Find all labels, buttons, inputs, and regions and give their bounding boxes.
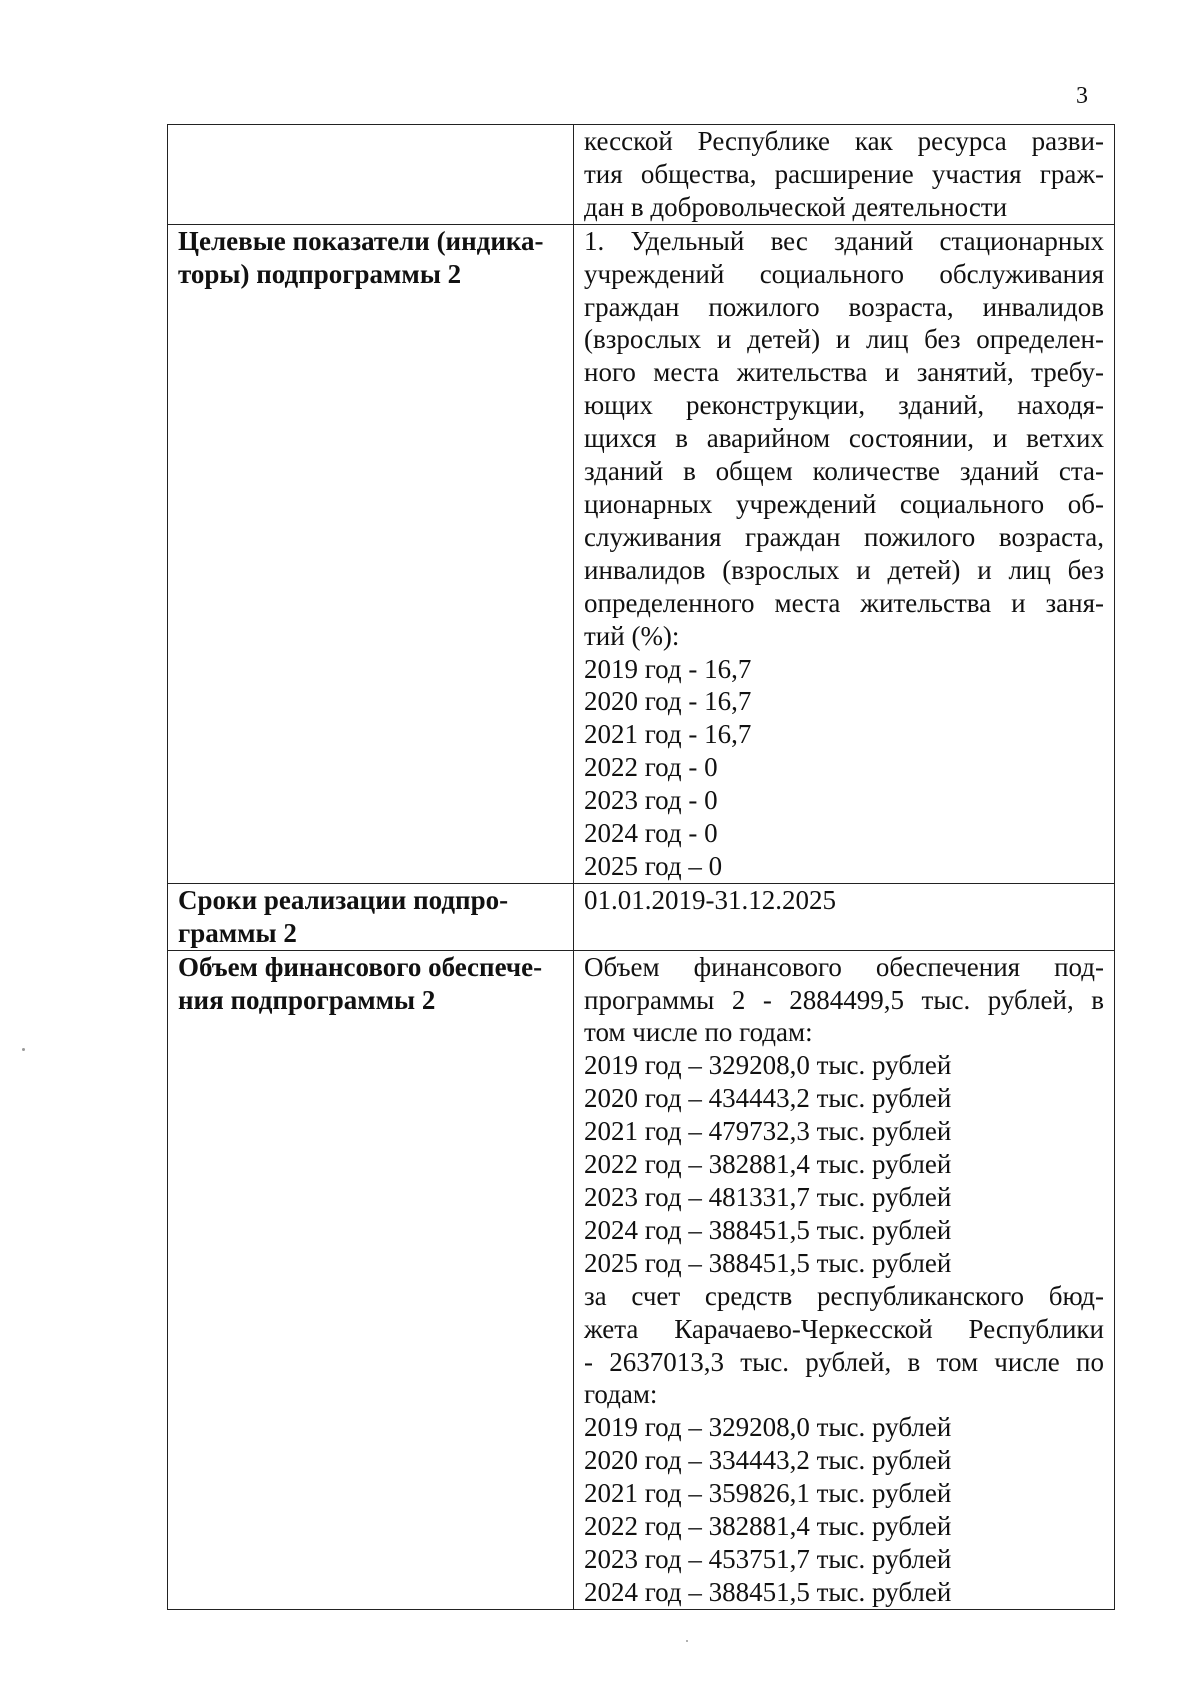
parameter-value-line: определенного места жительства и заня- bbox=[584, 587, 1104, 618]
parameter-value-line: 2022 год - 0 bbox=[584, 752, 718, 783]
passport-table bbox=[167, 124, 1115, 1610]
parameter-value-line: 2020 год – 334443,2 тыс. рублей bbox=[584, 1445, 952, 1476]
parameter-value-line: тий (%): bbox=[584, 620, 680, 651]
scan-speck bbox=[22, 1048, 25, 1051]
parameter-value-line: инвалидов (взрослых и детей) и лиц без bbox=[584, 554, 1104, 585]
parameter-value-line: учреждений социального обслуживания bbox=[584, 258, 1104, 289]
parameter-value-line: 2020 год – 434443,2 тыс. рублей bbox=[584, 1083, 952, 1114]
parameter-value-line: 2024 год - 0 bbox=[584, 818, 718, 849]
parameter-value-cell bbox=[574, 883, 1115, 950]
parameter-name-line: Целевые показатели (индика- bbox=[178, 225, 544, 256]
parameter-value-line: дан в добровольческой деятельности bbox=[584, 191, 1008, 222]
parameter-value-line: 2024 год – 388451,5 тыс. рублей bbox=[584, 1576, 952, 1607]
parameter-value-line: 2020 год - 16,7 bbox=[584, 686, 752, 717]
parameter-value-line: кесской Республике как ресурса разви- bbox=[584, 126, 1104, 156]
parameter-value-line: годам: bbox=[584, 1379, 658, 1410]
parameter-value-line: ционарных учреждений социального об- bbox=[584, 488, 1104, 519]
parameter-value-line: 2023 год - 0 bbox=[584, 785, 718, 816]
parameter-value-line: зданий в общем количестве зданий ста- bbox=[584, 456, 1104, 487]
table-row bbox=[168, 950, 1115, 1609]
parameter-name-line: Сроки реализации подпро- bbox=[178, 884, 509, 915]
parameter-value-line: жета Карачаево-Черкесской Республики bbox=[584, 1313, 1104, 1344]
parameter-value-line: служивания граждан пожилого возраста, bbox=[584, 521, 1104, 552]
parameter-value-line: том числе по годам: bbox=[584, 1017, 813, 1048]
parameter-name-cell bbox=[168, 125, 574, 225]
parameter-value-line: ющих реконструкции, зданий, находя- bbox=[584, 390, 1104, 421]
parameter-name-line: ния подпрограммы 2 bbox=[178, 984, 436, 1015]
parameter-value-line: - 2637013,3 тыс. рублей, в том числе по bbox=[584, 1346, 1104, 1377]
scan-speck bbox=[686, 1640, 688, 1642]
parameter-name-cell bbox=[168, 883, 574, 950]
parameter-name-line: Объем финансового обеспече- bbox=[178, 951, 543, 982]
parameter-value-line: 2022 год – 382881,4 тыс. рублей bbox=[584, 1149, 952, 1180]
parameter-value-line: 2022 год – 382881,4 тыс. рублей bbox=[584, 1511, 952, 1542]
parameter-name-cell bbox=[168, 950, 574, 1609]
parameter-value-line: граждан пожилого возраста, инвалидов bbox=[584, 291, 1104, 322]
parameter-value-line: 2025 год – 0 bbox=[584, 850, 723, 881]
parameter-value-line: 2023 год – 453751,7 тыс. рублей bbox=[584, 1543, 952, 1574]
parameter-value-line: 2024 год – 388451,5 тыс. рублей bbox=[584, 1214, 952, 1245]
parameter-value-line: 1. Удельный вес зданий стационарных bbox=[584, 225, 1104, 256]
parameter-value-line: за счет средств республиканского бюд- bbox=[584, 1280, 1104, 1311]
table-row bbox=[168, 883, 1115, 950]
parameter-value-cell bbox=[574, 950, 1115, 1609]
parameter-value-line: 01.01.2019-31.12.2025 bbox=[584, 884, 836, 915]
parameter-name-line: граммы 2 bbox=[178, 917, 297, 948]
parameter-name-cell bbox=[168, 224, 574, 883]
parameter-value-line: 2019 год – 329208,0 тыс. рублей bbox=[584, 1050, 952, 1081]
parameter-value-line: 2021 год – 359826,1 тыс. рублей bbox=[584, 1478, 952, 1509]
parameter-value-cell bbox=[574, 125, 1115, 225]
parameter-value-line: 2021 год – 479732,3 тыс. рублей bbox=[584, 1116, 952, 1147]
passport-table-body bbox=[168, 125, 1115, 1610]
page-number: 3 bbox=[1076, 83, 1088, 109]
parameter-name-line: торы) подпрограммы 2 bbox=[178, 258, 462, 289]
parameter-value-line: ного места жительства и занятий, требу- bbox=[584, 357, 1104, 388]
parameter-value-line: 2019 год - 16,7 bbox=[584, 653, 752, 684]
parameter-value-line: Объем финансового обеспечения под- bbox=[584, 951, 1104, 982]
parameter-value-line: 2021 год - 16,7 bbox=[584, 719, 752, 750]
parameter-value-line: программы 2 - 2884499,5 тыс. рублей, в bbox=[584, 984, 1104, 1015]
parameter-value-line: щихся в аварийном состоянии, и ветхих bbox=[584, 423, 1104, 454]
parameter-value-cell bbox=[574, 224, 1115, 883]
table-row bbox=[168, 125, 1115, 225]
parameter-value-line: (взрослых и детей) и лиц без определен- bbox=[584, 324, 1104, 355]
parameter-value-line: 2025 год – 388451,5 тыс. рублей bbox=[584, 1247, 952, 1278]
parameter-value-line: 2019 год – 329208,0 тыс. рублей bbox=[584, 1412, 952, 1443]
parameter-value-line: тия общества, расширение участия граж- bbox=[584, 158, 1104, 189]
parameter-value-line: 2023 год – 481331,7 тыс. рублей bbox=[584, 1182, 952, 1212]
table-row bbox=[168, 224, 1115, 883]
